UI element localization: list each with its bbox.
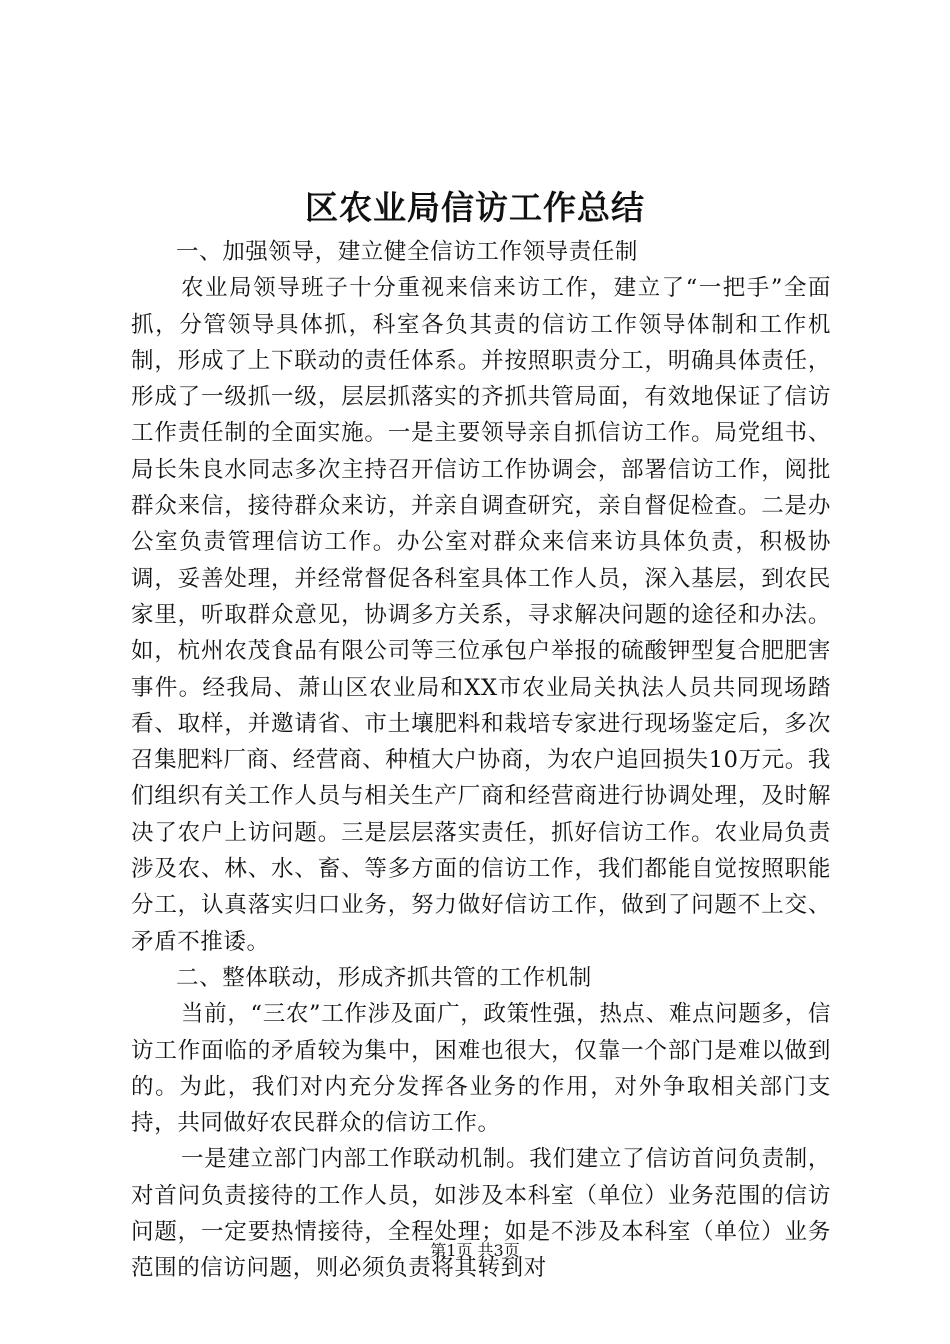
section-heading-2: 二、整体联动，形成齐抓共管的工作机制 bbox=[176, 964, 592, 991]
body-paragraph-1: 农业局领导班子十分重视来信来访工作，建立了“一把手”全面抓，分管领导具体抓，科室各负其责的信访工作领导体制和工作机制，形成了上下联动的责任体系。并按照职责分工，明确具体责任，形成了一级抓一级，层层抓落实的齐抓共管局面，有效地保证了信访工作责任制的全面实施。一是主要领导亲自抓信访工作。局党组书、局长朱良水同志多次主持召开信访工作协调会，部署信访工作，阅批群众来信，接待群众来访，并亲自调查研究，亲自督促检查。二是办公室负责管理信访工作。办公室对群众来信来访具体负责，积极协调，妥善处理，并经常督促各科室具体工作人员，深入基层，到农民家里，听取群众意见，协调多方关系，寻求解决问题的途径和办法。如，杭州农茂食品有限公司等三位承包户举报的硫酸钾型复合肥肥害事件。经我局、萧山区农业局和XX市农业局关执法人员共同现场踏看、取样，并邀请省、市土壤肥料和栽培专家进行现场鉴定后，多次召集肥料厂商、经营商、种植大户协商，为农户追回损失10万元。我们组织有关工作人员与相关生产厂商和经营商进行协调处理，及时解决了农户上访问题。三是层层落实责任，抓好信访工作。农业局负责涉及农、林、水、畜、等多方面的信访工作，我们都能自觉按照职能分工，认真落实归口业务，努力做好信访工作，做到了问题不上交、矛盾不推诿。 bbox=[131, 275, 831, 955]
page-footer: 第1页 共3页 bbox=[430, 1241, 520, 1260]
body-paragraph-2: 当前，“三农”工作涉及面广，政策性强，热点、难点问题多，信访工作面临的矛盾较为集中，困难也很大，仅靠一个部门是难以做到的。为此，我们对内充分发挥各业务的作用，对外争取相关部门支持，共同做好农民群众的信访工作。 bbox=[131, 1001, 831, 1137]
document-body bbox=[131, 234, 831, 1287]
body-paragraph-3: 一是建立部门内部工作联动机制。我们建立了信访首问负责制，对首问负责接待的工作人员，如涉及本科室（单位）业务范围的信访问题，一定要热情接待，全程处理；如是不涉及本科室（单位）业务范围的信访问题，则必须负责将其转到对 bbox=[131, 1146, 831, 1282]
section-heading-1: 一、加强领导，建立健全信访工作领导责任制 bbox=[176, 239, 639, 265]
document-title: 区农业局信访工作总结 bbox=[305, 188, 645, 227]
